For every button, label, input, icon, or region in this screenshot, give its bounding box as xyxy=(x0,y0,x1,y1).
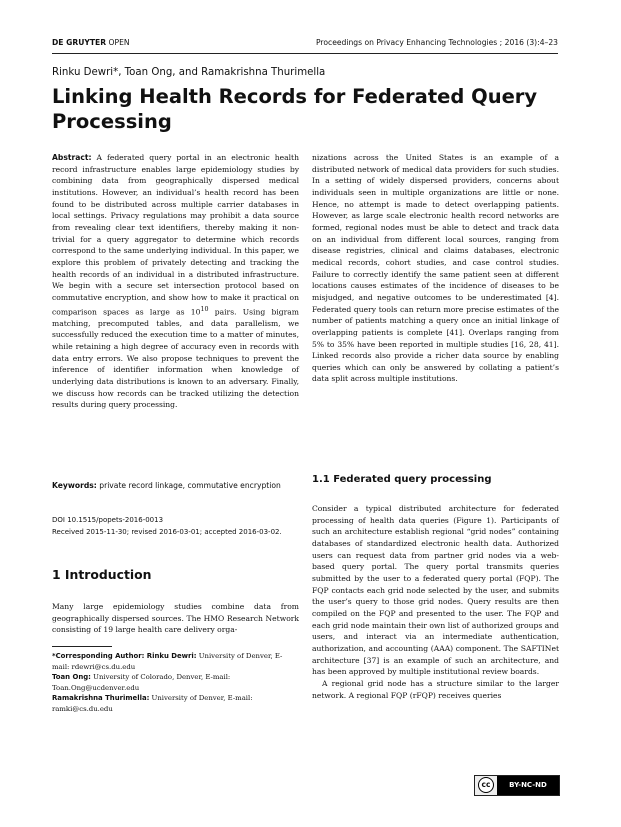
abstract-text: A federated query portal in an electronic health record infrastructure enables large epidemiology studies by combining data from geographically dispersed medical institutions. However, an individual’s health record has been found to be distributed across multiple carrier databases in local settings. Privacy regulations may prohibit a data source from revealing clear text identifiers, thereby making it non-trivial for a query aggregator to determine which records correspond to the same underlying individual. In this paper, we explore this problem of privately detecting and tracking the health records of an individual in a distributed infrastructure. We begin with a secure set intersection protocol based on commutative encryption, and show how to make it practical on comparison spaces as large as 10 xyxy=(52,153,300,317)
paper-title: Linking Health Records for Federated Query Processing xyxy=(52,85,538,133)
paragraph: A regional grid node has a structure similar to the larger network. A regional FQP (rFQP) receives queries xyxy=(312,678,559,700)
cc-license-badge xyxy=(474,775,560,796)
header-divider xyxy=(52,53,558,54)
abstract-exponent: 10 xyxy=(200,305,209,313)
section-heading-introduction: 1 Introduction xyxy=(52,567,152,582)
keywords xyxy=(52,480,299,492)
footnote-item: *Corresponding Author: Rinku Dewri: University of Denver, E-mail: rdewri@cs.du.edu xyxy=(52,652,283,671)
keywords-text: private record linkage, commutative encryption xyxy=(99,481,281,490)
abstract-text-continued: pairs. Using bigram matching, precomputed tables, and data parallelism, we successfully reduced the execution time to a matter of minutes, while retaining a high degree of accuracy even in records with data entry errors. We also propose techniques to prevent the inference of identifier information when knowledge of underlying data distributions is known to an adversary. Finally, we discuss how records can be tracked utilizing the detection results during query processing. xyxy=(52,307,299,410)
journal-citation: Proceedings on Privacy Enhancing Technologies ; 2016 (3):4–23 xyxy=(315,38,558,47)
section-heading-federated-query-processing: 1.1 Federated query processing xyxy=(312,474,492,485)
publisher-name: DE GRUYTER OPEN xyxy=(52,38,130,47)
footnote-item: Ramakrishna Thurimella: University of Denver, E-mail: ramki@cs.du.edu xyxy=(52,694,253,713)
keywords-label: Keywords: xyxy=(52,481,97,490)
paragraph: Consider a typical distributed architecture for federated processing of health data queries (Figure 1). Participants of such an architecture establish regional “grid nodes” containing databases of standardized electronic health data. Authorized users can request data from partner grid nodes via a web-based query portal. The query portal transmits queries submitted by the user to a federated query portal (FQP). The FQP contacts each grid node selected by the user, and submits the user’s query to those grid nodes. Query results are then compiled on the FQP and presented to the user. The FQP and each grid node maintain their own list of authorized groups and users, and interact via an intermediate authentication, authorization, and accounting (AAA) component. The SAFTINet architecture [37] is an example of such an architecture, and has been approved by multiple institutional review boards. xyxy=(312,504,559,677)
author-list: Rinku Dewri*, Toan Ong, and Ramakrishna Thurimella xyxy=(52,67,326,78)
doi: DOI 10.1515/popets-2016-0013 xyxy=(52,516,164,524)
received-dates: Received 2015-11-30; revised 2016-03-01; accepted 2016-03-02. xyxy=(52,527,282,536)
introduction-text: Many large epidemiology studies combine data from geographically dispersed sources. The HMO Research Network consisting of 19 large health care delivery orga- xyxy=(52,602,299,635)
introduction-continued: nizations across the United States is an example of a distributed network of medical data providers for such studies. In a setting of widely dispersed providers, concerns about individuals seen in multiple organizations are little or none. Hence, no attempt is made to detect overlapping patients. However, as large scale electronic health record networks are formed, regional nodes must be able to detect and track data on an individual from different local sources, ranging from disease registries, clinical and claims databases, electronic medical records, cohort studies, and case control studies. Failure to correctly identify the same patient seen at different locations causes estimates of the incidence of diseases to be misjudged, and negative outcomes to be underestimated [4]. Federated query tools can return more precise estimates of the number of patients matching a query once an initial linkage of overlapping patients is complete [41]. Overlaps ranging from 5% to 35% have been reported in multiple studies [16, 28, 41]. Linked records also provide a richer data source by enabling queries which can only be answered by collating a patient’s data split across multiple institutions. xyxy=(312,153,559,384)
author-footnotes xyxy=(52,651,299,714)
federated-query-text xyxy=(312,503,559,701)
footnote-divider xyxy=(52,646,112,647)
running-header xyxy=(52,36,558,50)
license-terms: BY-NC-ND xyxy=(497,776,559,795)
creative-commons-icon: cc xyxy=(478,777,494,793)
abstract-label: Abstract: xyxy=(52,153,92,162)
article-metadata xyxy=(52,515,299,538)
abstract xyxy=(52,152,299,411)
footnote-item: Toan Ong: University of Colorado, Denver, E-mail: Toan.Ong@ucdenver.edu xyxy=(52,673,231,692)
